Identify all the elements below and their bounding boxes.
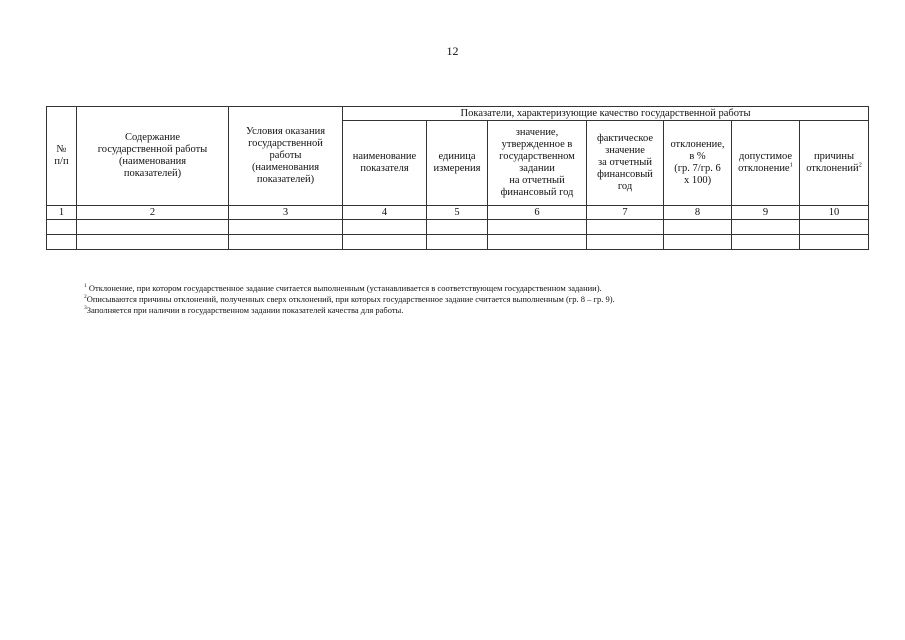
table-cell (229, 220, 343, 235)
footnote-2 (84, 294, 844, 305)
quality-indicators-table (46, 106, 869, 250)
footnote-ref-1: 1 (789, 161, 793, 169)
header-quality-indicators: Показатели, характеризующие качество государственной работы (343, 107, 869, 121)
footnote-3 (84, 305, 844, 316)
table-header-row (47, 107, 869, 121)
footnote-1 (84, 283, 844, 294)
table-cell (427, 235, 488, 250)
header-deviation-percent: отклонение, в % (гр. 7/гр. 6 х 100) (664, 121, 732, 206)
column-number: 1 (47, 206, 77, 220)
table-cell (800, 220, 869, 235)
table-cell (587, 220, 664, 235)
allowed-deviation-label: допустимое отклонение (738, 151, 792, 174)
table-cell (229, 235, 343, 250)
column-number: 5 (427, 206, 488, 220)
column-number: 6 (488, 206, 587, 220)
footnote-text: Описываются причины отклонений, полученных сверх отклонений, при которых государственное задание считается выполненным (гр. 8 – гр. 9). (86, 294, 615, 304)
footnotes (84, 283, 844, 316)
footnote-ref-2: 2 (858, 161, 862, 169)
table-cell (77, 235, 229, 250)
table-cell (732, 220, 800, 235)
page-number: 12 (446, 44, 459, 58)
table-cell (488, 220, 587, 235)
column-number: 2 (77, 206, 229, 220)
table-cell (47, 235, 77, 250)
header-deviation-reasons (800, 121, 869, 206)
header-row-number: № п/п (47, 107, 77, 206)
table-row (47, 220, 869, 235)
header-unit: единица измерения (427, 121, 488, 206)
column-number: 4 (343, 206, 427, 220)
header-work-conditions: Условия оказания государственной работы (наименования показателей) (229, 107, 343, 206)
table-cell (664, 220, 732, 235)
table-cell (664, 235, 732, 250)
column-number: 10 (800, 206, 869, 220)
footnote-mark: 1 (84, 283, 87, 290)
column-number: 8 (664, 206, 732, 220)
header-approved-value: значение, утвержденное в государственном задании на отчетный финансовый год (488, 121, 587, 206)
table-cell (732, 235, 800, 250)
table-cell (800, 235, 869, 250)
table-row (47, 235, 869, 250)
footnote-text: Отклонение, при котором государственное задание считается выполненным (устанавливается в соответствующем государственном задании). (86, 283, 602, 293)
deviation-reasons-label: причины отклонений (806, 151, 859, 174)
column-numbers-row (47, 206, 869, 220)
column-number: 7 (587, 206, 664, 220)
header-indicator-name: наименование показателя (343, 121, 427, 206)
footnote-mark: 3 (84, 305, 87, 312)
header-work-content: Содержание государственной работы (наименования показателей) (77, 107, 229, 206)
footnote-mark: 2 (84, 294, 87, 301)
header-actual-value: фактическое значение за отчетный финансовый год (587, 121, 664, 206)
table-cell (343, 220, 427, 235)
table-cell (47, 220, 77, 235)
footnote-text: Заполняется при наличии в государственном задании показателей качества для работы. (86, 305, 404, 315)
table-cell (488, 235, 587, 250)
table-cell (587, 235, 664, 250)
header-allowed-deviation (732, 121, 800, 206)
table-cell (77, 220, 229, 235)
table-cell (343, 235, 427, 250)
table-cell (427, 220, 488, 235)
column-number: 3 (229, 206, 343, 220)
column-number: 9 (732, 206, 800, 220)
